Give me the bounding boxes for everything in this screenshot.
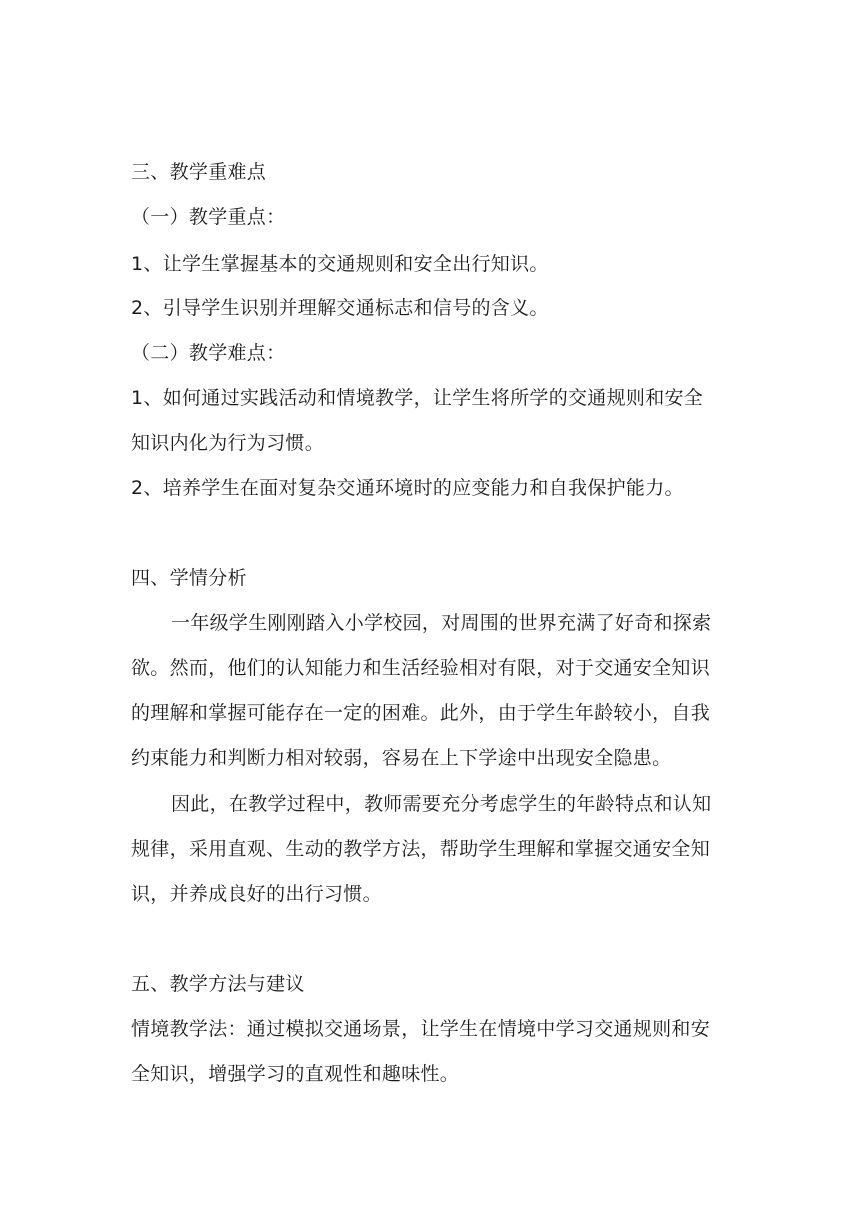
section-heading-5: 五、教学方法与建议 [131,973,305,995]
method-paragraph-line-1: 情境教学法：通过模拟交通场景，让学生在情境中学习交通规则和安 [131,1018,711,1040]
difficulty-item-2: 2、培养学生在面对复杂交通环境时的应变能力和自我保护能力。 [131,477,684,499]
analysis-paragraph-2-line-3: 识，并养成良好的出行习惯。 [131,883,382,905]
analysis-paragraph-1-line-3: 的理解和掌握可能存在一定的困难。此外，由于学生年龄较小，自我 [131,702,711,724]
analysis-paragraph-1-line-1: 一年级学生刚刚踏入小学校园，对周围的世界充满了好奇和探索 [171,612,712,634]
difficulty-item-1-line-2: 知识内化为行为习惯。 [131,432,325,454]
subsection-heading-difficulties: （二）教学难点： [131,342,286,364]
key-point-item-2: 2、引导学生识别并理解交通标志和信号的含义。 [131,297,549,319]
analysis-paragraph-1-line-4: 约束能力和判断力相对较弱，容易在上下学途中出现安全隐患。 [131,747,672,769]
analysis-paragraph-1-line-2: 欲。然而，他们的认知能力和生活经验相对有限，对于交通安全知识 [131,657,711,679]
analysis-paragraph-2-line-2: 规律，采用直观、生动的教学方法，帮助学生理解和掌握交通安全知 [131,838,711,860]
section-heading-3: 三、教学重难点 [131,161,267,183]
method-paragraph-line-2: 全知识，增强学习的直观性和趣味性。 [131,1063,460,1085]
analysis-paragraph-2-line-1: 因此，在教学过程中，教师需要充分考虑学生的年龄特点和认知 [171,793,712,815]
difficulty-item-1-line-1: 1、如何通过实践活动和情境教学，让学生将所学的交通规则和安全 [131,387,704,409]
key-point-item-1: 1、让学生掌握基本的交通规则和安全出行知识。 [131,253,549,275]
subsection-heading-key-points: （一）教学重点： [131,206,286,228]
section-heading-4: 四、学情分析 [131,567,247,589]
